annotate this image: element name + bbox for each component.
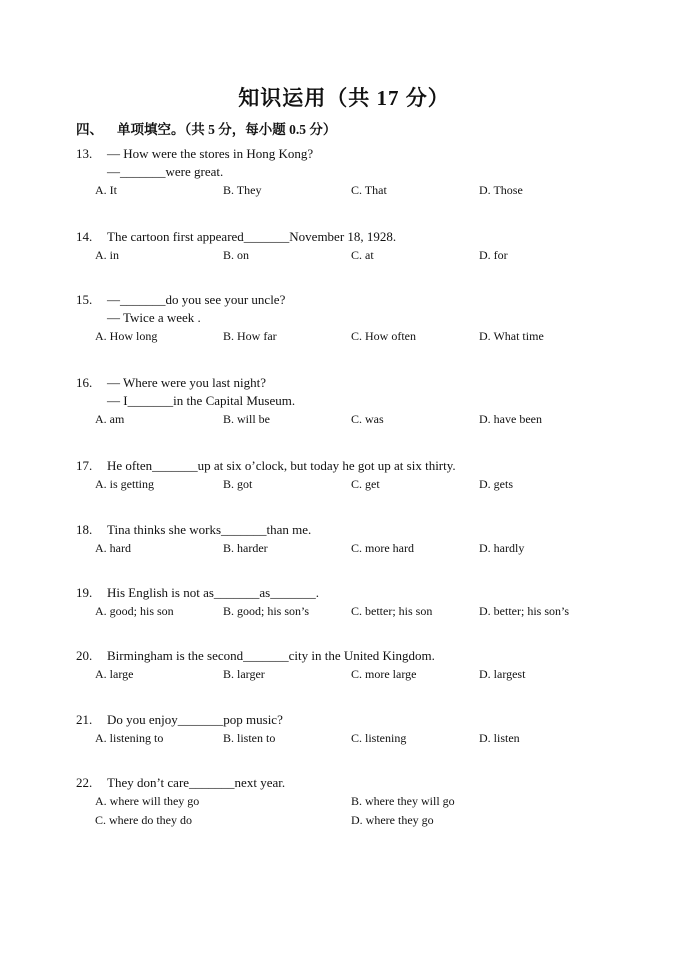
option-c: C. That: [351, 183, 387, 197]
question-14: [76, 228, 636, 264]
question-number: 14.: [76, 229, 93, 244]
question-number: 19.: [76, 585, 93, 600]
section-label: 单项填空。（共 5 分，每小题 0.5 分）: [117, 122, 337, 137]
option-a: A. good; his son: [95, 604, 174, 618]
option-c: C. more hard: [351, 541, 414, 555]
option-c: C. where do they do: [95, 813, 192, 827]
option-d: D. have been: [479, 412, 542, 426]
option-d: D. where they go: [351, 813, 434, 827]
option-b: B. good; his son’s: [223, 604, 310, 618]
question-stem: — How were the stores in Hong Kong?: [107, 146, 314, 161]
section-number: 四、: [76, 122, 103, 137]
question-number: 15.: [76, 292, 93, 307]
option-d: D. better; his son’s: [479, 604, 569, 618]
question-17: [76, 457, 636, 493]
option-d: D. for: [479, 248, 508, 262]
question-stem: Do you enjoy_______pop music?: [107, 712, 283, 727]
option-a: A. How long: [95, 329, 158, 343]
options-row: [76, 475, 636, 493]
question-number: 18.: [76, 522, 93, 537]
option-c: C. was: [351, 412, 384, 426]
options-row: [76, 539, 636, 557]
options-row: [76, 729, 636, 747]
question-21: [76, 711, 636, 747]
question-16: [76, 374, 636, 428]
question-stem: The cartoon first appeared_______November 18, 1928.: [107, 229, 397, 244]
question-number: 16.: [76, 375, 93, 390]
question-stem: — I_______in the Capital Museum.: [107, 393, 296, 408]
options-row: [76, 410, 636, 428]
option-a: A. in: [95, 248, 119, 262]
option-a: A. is getting: [95, 477, 154, 491]
option-c: C. at: [351, 248, 374, 262]
option-b: B. larger: [223, 667, 265, 681]
question-19: [76, 584, 636, 620]
option-b: B. They: [223, 183, 262, 197]
option-c: C. get: [351, 477, 380, 491]
question-stem: He often_______up at six o’clock, but today he got up at six thirty.: [107, 458, 456, 473]
options-row: [76, 811, 636, 830]
option-d: D. Those: [479, 183, 523, 197]
question-18: [76, 521, 636, 557]
option-b: B. got: [223, 477, 253, 491]
question-stem: They don’t care_______next year.: [107, 775, 286, 790]
options-row: [76, 327, 636, 345]
option-b: B. where they will go: [351, 794, 455, 808]
option-a: A. listening to: [95, 731, 164, 745]
question-stem: Tina thinks she works_______than me.: [107, 522, 312, 537]
question-20: [76, 647, 636, 683]
question-13: [76, 145, 636, 199]
option-c: C. How often: [351, 329, 416, 343]
option-a: A. hard: [95, 541, 131, 555]
option-d: D. hardly: [479, 541, 525, 555]
option-b: B. How far: [223, 329, 277, 343]
option-b: B. listen to: [223, 731, 276, 745]
option-c: C. better; his son: [351, 604, 433, 618]
question-stem: —_______were great.: [107, 164, 224, 179]
option-a: A. It: [95, 183, 117, 197]
page-title: 知识运用（共 17 分）: [238, 86, 450, 110]
question-number: 20.: [76, 648, 93, 663]
question-22: [76, 774, 636, 830]
option-d: D. listen: [479, 731, 520, 745]
section-header: [76, 118, 336, 138]
question-15: [76, 291, 636, 345]
option-a: A. am: [95, 412, 125, 426]
question-stem: Birmingham is the second_______city in the United Kingdom.: [107, 648, 435, 663]
option-d: D. gets: [479, 477, 513, 491]
question-number: 17.: [76, 458, 93, 473]
question-stem: His English is not as_______as_______.: [107, 585, 319, 600]
question-number: 22.: [76, 775, 93, 790]
question-number: 21.: [76, 712, 93, 727]
options-row: [76, 665, 636, 683]
options-row: [76, 792, 636, 811]
question-number: 13.: [76, 146, 93, 161]
question-stem: — Twice a week .: [107, 310, 201, 325]
option-d: D. What time: [479, 329, 544, 343]
option-c: C. more large: [351, 667, 417, 681]
option-a: A. large: [95, 667, 134, 681]
options-row: [76, 181, 636, 199]
option-b: B. on: [223, 248, 250, 262]
options-row: [76, 602, 636, 620]
option-b: B. harder: [223, 541, 268, 555]
question-stem: —_______do you see your uncle?: [107, 292, 286, 307]
option-c: C. listening: [351, 731, 407, 745]
options-row: [76, 246, 636, 264]
question-stem: — Where were you last night?: [107, 375, 266, 390]
option-a: A. where will they go: [95, 794, 200, 808]
option-b: B. will be: [223, 412, 270, 426]
option-d: D. largest: [479, 667, 526, 681]
